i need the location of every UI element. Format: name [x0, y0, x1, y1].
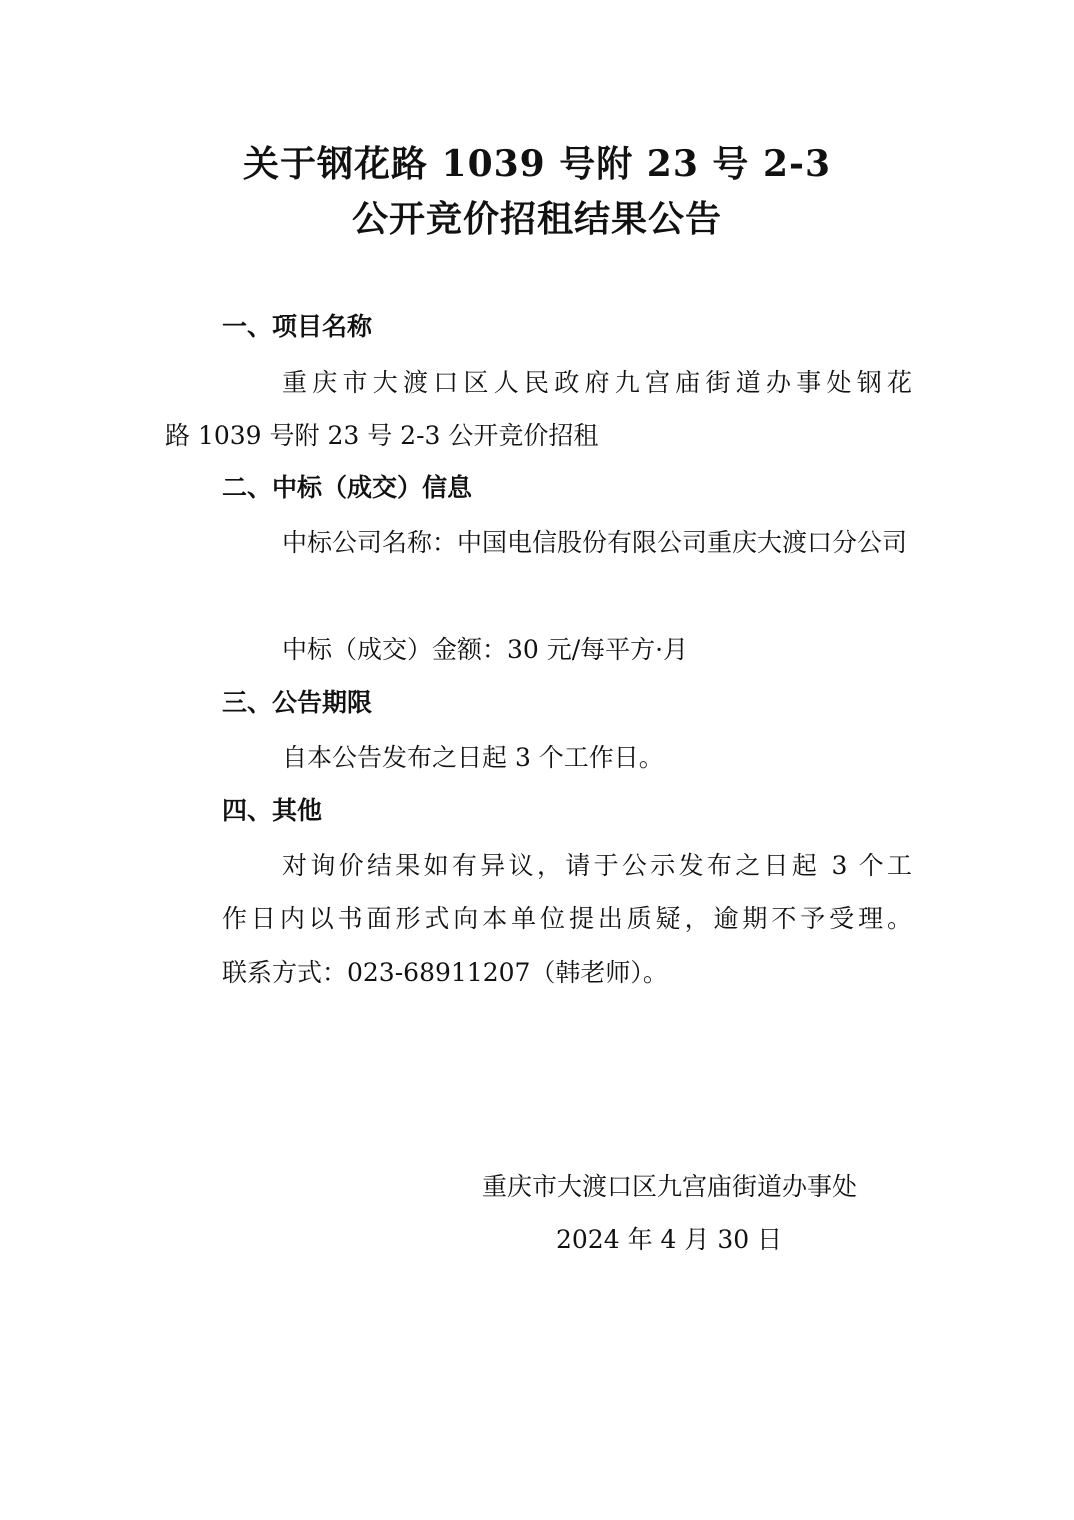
section-1-line-2: 路 1039 号附 23 号 2-3 公开竞价招租 [165, 421, 599, 450]
winning-company-name: 中标公司名称：中国电信股份有限公司重庆大渡口分公司 [282, 528, 908, 557]
other-line-1: 对询价结果如有异议，请于公示发布之日起 3 个工 [282, 851, 912, 880]
signature-date: 2024 年 4 月 30 日 [556, 1225, 783, 1254]
title-line-1: 关于钢花路 1039 号附 23 号 2-3 [243, 143, 831, 185]
section-heading-other: 四、其他 [222, 796, 323, 825]
section-heading-winning-info: 二、中标（成交）信息 [222, 473, 473, 502]
section-1-line-1: 重庆市大渡口区人民政府九宫庙街道办事处钢花 [282, 368, 912, 397]
section-heading-project-name: 一、项目名称 [222, 312, 373, 341]
winning-amount: 中标（成交）金额：30 元/每平方·月 [282, 635, 689, 664]
other-line-2: 作日内以书面形式向本单位提出质疑，逾期不予受理。 [222, 904, 912, 933]
section-heading-notice-period: 三、公告期限 [222, 688, 373, 717]
contact-info: 联系方式：023-68911207（韩老师）。 [222, 958, 668, 987]
title-line-2: 公开竞价招租结果公告 [351, 198, 722, 240]
notice-period-text: 自本公告发布之日起 3 个工作日。 [282, 743, 664, 772]
signature-organization: 重庆市大渡口区九宫庙街道办事处 [482, 1172, 858, 1201]
